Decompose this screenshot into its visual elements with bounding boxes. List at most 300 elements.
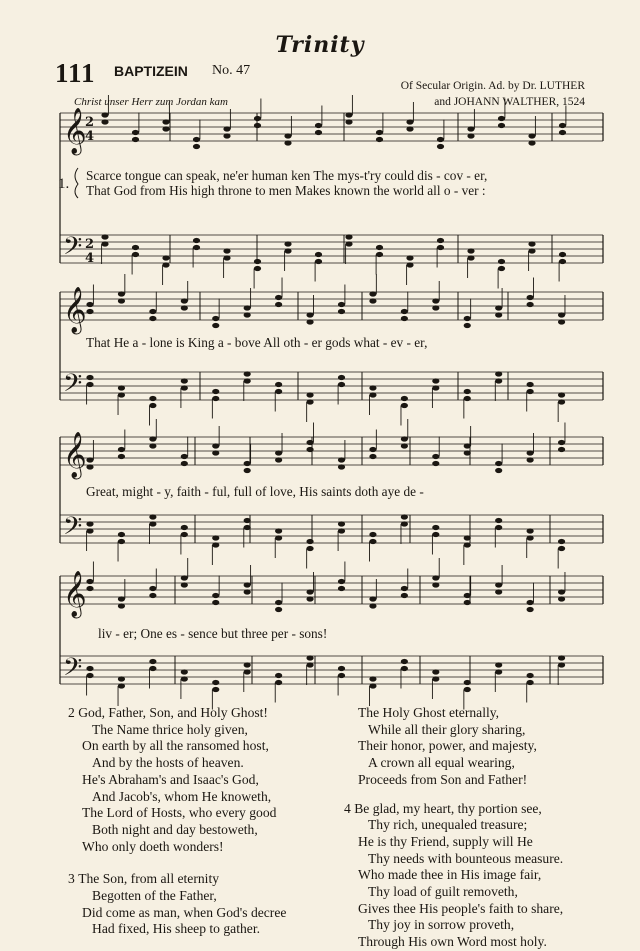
notehead xyxy=(345,241,352,246)
notehead xyxy=(406,119,413,124)
notehead xyxy=(498,116,505,121)
notehead xyxy=(401,396,408,401)
notehead xyxy=(437,245,444,250)
notehead xyxy=(284,241,291,246)
verse-number: 2 xyxy=(68,705,75,720)
notehead xyxy=(376,245,383,250)
verse-line: On earth by all the ransomed host, xyxy=(82,738,269,754)
treble-clef: 𝄞 xyxy=(63,108,87,154)
notehead xyxy=(495,371,502,376)
notehead xyxy=(437,144,444,149)
notehead xyxy=(149,396,156,401)
notehead xyxy=(162,262,169,267)
verse-column-left xyxy=(68,705,286,938)
notehead xyxy=(558,596,565,601)
verse-line: The Lord of Hosts, who every good xyxy=(82,805,277,821)
notehead xyxy=(275,457,282,462)
notehead xyxy=(401,309,408,314)
verse-3-continued xyxy=(344,705,563,789)
notehead xyxy=(223,255,230,260)
notehead xyxy=(432,385,439,390)
notehead xyxy=(432,454,439,459)
notehead xyxy=(467,133,474,138)
bass-clef: 𝄢 xyxy=(63,512,83,547)
notehead xyxy=(212,396,219,401)
notehead xyxy=(181,582,188,587)
notehead xyxy=(527,450,534,455)
notehead xyxy=(315,130,322,135)
notehead xyxy=(181,461,188,466)
notehead xyxy=(527,382,534,387)
treble-clef: 𝄞 xyxy=(63,432,87,478)
notehead xyxy=(432,669,439,674)
notehead xyxy=(86,375,93,380)
verse-3 xyxy=(68,871,286,938)
notehead xyxy=(432,305,439,310)
notehead xyxy=(212,687,219,692)
notehead xyxy=(437,137,444,142)
notehead xyxy=(149,521,156,526)
notehead xyxy=(464,316,471,321)
notehead xyxy=(244,371,251,376)
notehead xyxy=(86,309,93,314)
notehead xyxy=(527,295,534,300)
notehead xyxy=(132,245,139,250)
original-text-credit: Christ unser Herr zum Jordan kam xyxy=(74,96,228,108)
notehead xyxy=(432,676,439,681)
notehead xyxy=(101,119,108,124)
notehead xyxy=(181,669,188,674)
notehead xyxy=(212,443,219,448)
notehead xyxy=(464,687,471,692)
notehead xyxy=(376,137,383,142)
notehead xyxy=(527,535,534,540)
notehead xyxy=(498,123,505,128)
notehead xyxy=(275,535,282,540)
notehead xyxy=(495,669,502,674)
lyrics-system1-line2: That God from His high throne to men Makes known the world all o - ver : xyxy=(86,183,486,198)
notehead xyxy=(338,673,345,678)
notehead xyxy=(527,673,534,678)
notehead xyxy=(118,447,125,452)
notehead xyxy=(527,680,534,685)
notehead xyxy=(558,440,565,445)
notehead xyxy=(558,319,565,324)
notehead xyxy=(464,323,471,328)
notehead xyxy=(558,312,565,317)
notehead xyxy=(275,450,282,455)
notehead xyxy=(528,133,535,138)
notehead xyxy=(498,259,505,264)
notehead xyxy=(495,378,502,383)
notehead xyxy=(275,382,282,387)
verse-line: Who only doeth wonders! xyxy=(82,838,224,854)
verse-line: A crown all equal wearing, xyxy=(368,755,515,771)
notehead xyxy=(212,600,219,605)
notehead xyxy=(495,582,502,587)
notehead xyxy=(464,680,471,685)
time-signature-top: 2 xyxy=(85,115,95,130)
notehead xyxy=(559,130,566,135)
notehead xyxy=(244,525,251,530)
verse-line: He is thy Friend, supply will He xyxy=(358,833,533,849)
notehead xyxy=(86,528,93,533)
notehead xyxy=(369,596,376,601)
verse-line: 3 The Son, from all eternity xyxy=(68,871,220,887)
treble-clef: 𝄞 xyxy=(63,571,87,617)
notehead xyxy=(181,525,188,530)
notehead xyxy=(86,666,93,671)
verse-4 xyxy=(344,801,563,951)
notehead xyxy=(432,575,439,580)
notehead xyxy=(212,316,219,321)
notehead xyxy=(306,440,313,445)
notehead xyxy=(495,525,502,530)
notehead xyxy=(181,298,188,303)
notehead xyxy=(244,378,251,383)
verse-line: Both night and day bestoweth, xyxy=(92,821,258,837)
verse-line: Gives thee His people's faith to share, xyxy=(358,900,564,916)
notehead xyxy=(406,255,413,260)
notehead xyxy=(338,586,345,591)
notehead xyxy=(338,579,345,584)
notehead xyxy=(181,454,188,459)
notehead xyxy=(369,447,376,452)
notehead xyxy=(212,542,219,547)
notehead xyxy=(406,262,413,267)
time-signature-top: 2 xyxy=(85,237,95,252)
verse-column-right xyxy=(344,705,563,951)
notehead xyxy=(181,378,188,383)
lyrics-system3: Great, might - y, faith - ful, full of love, His saints doth aye de - xyxy=(86,484,424,499)
notehead xyxy=(132,130,139,135)
notehead xyxy=(432,378,439,383)
notehead xyxy=(118,385,125,390)
notehead xyxy=(244,461,251,466)
notehead xyxy=(369,532,376,537)
notehead xyxy=(306,589,313,594)
notehead xyxy=(527,457,534,462)
notehead xyxy=(528,241,535,246)
notehead xyxy=(244,589,251,594)
notehead xyxy=(181,532,188,537)
notehead xyxy=(338,382,345,387)
notehead xyxy=(244,468,251,473)
notehead xyxy=(181,676,188,681)
notehead xyxy=(86,382,93,387)
notehead xyxy=(275,673,282,678)
notehead xyxy=(369,385,376,390)
notehead xyxy=(118,454,125,459)
notehead xyxy=(338,375,345,380)
notehead xyxy=(181,385,188,390)
notehead xyxy=(338,302,345,307)
notehead xyxy=(244,312,251,317)
notehead xyxy=(86,457,93,462)
notehead xyxy=(345,112,352,117)
notehead xyxy=(118,539,125,544)
notehead xyxy=(275,389,282,394)
notehead xyxy=(467,255,474,260)
notehead xyxy=(527,302,534,307)
notehead xyxy=(193,144,200,149)
notehead xyxy=(464,443,471,448)
notehead xyxy=(212,680,219,685)
stanza-number: 1. xyxy=(58,176,70,192)
verse-line: Their honor, power, and majesty, xyxy=(358,738,537,754)
notehead xyxy=(306,546,313,551)
notehead xyxy=(212,323,219,328)
notehead xyxy=(149,514,156,519)
notehead xyxy=(338,528,345,533)
notehead xyxy=(401,436,408,441)
notehead xyxy=(558,539,565,544)
notehead xyxy=(464,600,471,605)
notehead xyxy=(162,119,169,124)
notehead xyxy=(149,593,156,598)
notehead xyxy=(558,546,565,551)
notehead xyxy=(254,123,261,128)
origin-credit-line2: and JOHANN WALTHER, 1524 xyxy=(434,96,585,108)
notehead xyxy=(306,319,313,324)
notehead xyxy=(401,593,408,598)
notehead xyxy=(181,305,188,310)
notehead xyxy=(244,582,251,587)
notehead xyxy=(345,234,352,239)
notehead xyxy=(162,126,169,131)
notehead xyxy=(284,248,291,253)
notehead xyxy=(401,403,408,408)
notehead xyxy=(464,593,471,598)
notehead xyxy=(432,461,439,466)
notehead xyxy=(149,403,156,408)
lyrics-system1-line1: Scarce tongue can speak, ne'er human ken The mys-t'ry could dis - cov - er, xyxy=(86,168,488,183)
notehead xyxy=(559,259,566,264)
notehead xyxy=(223,126,230,131)
notehead xyxy=(149,666,156,671)
notehead xyxy=(406,126,413,131)
notehead xyxy=(284,140,291,145)
notehead xyxy=(369,291,376,296)
notehead xyxy=(132,137,139,142)
notehead xyxy=(401,316,408,321)
verse-line: Had fixed, His sheep to gather. xyxy=(92,921,260,937)
notehead xyxy=(528,248,535,253)
notehead xyxy=(101,241,108,246)
notehead xyxy=(432,525,439,530)
notehead xyxy=(495,589,502,594)
notehead xyxy=(464,396,471,401)
notehead xyxy=(275,302,282,307)
notehead xyxy=(369,603,376,608)
notehead xyxy=(467,126,474,131)
notehead xyxy=(558,655,565,660)
time-signature-bottom: 4 xyxy=(85,251,95,266)
notehead xyxy=(254,259,261,264)
notehead xyxy=(369,683,376,688)
notehead xyxy=(495,518,502,523)
bass-clef: 𝄢 xyxy=(63,232,83,267)
notehead xyxy=(86,302,93,307)
notehead xyxy=(223,248,230,253)
stanza-brace xyxy=(75,168,78,198)
verse-line: Who made thee in His image fair, xyxy=(358,867,542,883)
notehead xyxy=(401,666,408,671)
notehead xyxy=(254,116,261,121)
notehead xyxy=(401,586,408,591)
notehead xyxy=(401,659,408,664)
notehead xyxy=(181,575,188,580)
notehead xyxy=(345,119,352,124)
verse-number: 3 xyxy=(68,871,75,887)
notehead xyxy=(149,586,156,591)
notehead xyxy=(315,252,322,257)
notehead xyxy=(369,454,376,459)
notehead xyxy=(284,133,291,138)
notehead xyxy=(306,399,313,404)
notehead xyxy=(527,528,534,533)
verse-line: Thy needs with bounteous measure. xyxy=(368,850,564,866)
verse-line: And Jacob's, whom He knoweth, xyxy=(92,788,272,804)
notehead xyxy=(558,392,565,397)
bass-clef: 𝄢 xyxy=(63,653,83,688)
notehead xyxy=(376,252,383,257)
verse-line: Through His own Word most holy. xyxy=(358,934,547,950)
notehead xyxy=(369,298,376,303)
notehead xyxy=(527,389,534,394)
notehead xyxy=(338,666,345,671)
lyrics-system2: That He a - lone is King a - bove All oth - er gods what - ev - er, xyxy=(86,335,428,350)
notehead xyxy=(212,450,219,455)
notehead xyxy=(149,316,156,321)
notehead xyxy=(464,542,471,547)
notehead xyxy=(193,238,200,243)
notehead xyxy=(149,309,156,314)
notehead xyxy=(376,130,383,135)
notehead xyxy=(118,392,125,397)
notehead xyxy=(275,600,282,605)
notehead xyxy=(149,659,156,664)
notehead xyxy=(86,586,93,591)
notehead xyxy=(118,596,125,601)
bass-clef: 𝄢 xyxy=(63,369,83,404)
notehead xyxy=(315,259,322,264)
notehead xyxy=(101,234,108,239)
notehead xyxy=(275,680,282,685)
notehead xyxy=(118,683,125,688)
tune-name: BAPTIZEIN xyxy=(114,63,188,79)
verse-line: Begotten of the Father, xyxy=(92,888,217,904)
notehead xyxy=(401,521,408,526)
verse-line: The Holy Ghost eternally, xyxy=(358,705,500,720)
notehead xyxy=(369,392,376,397)
hymn-number: 111 xyxy=(55,58,96,88)
notehead xyxy=(338,521,345,526)
notehead xyxy=(495,305,502,310)
notehead xyxy=(338,309,345,314)
notehead xyxy=(86,579,93,584)
verse-line: 4 Be glad, my heart, thy portion see, xyxy=(344,800,542,816)
notehead xyxy=(306,662,313,667)
verse-line: Thy joy in sorrow proveth, xyxy=(368,917,515,933)
notehead xyxy=(558,662,565,667)
notehead xyxy=(495,461,502,466)
notehead xyxy=(495,312,502,317)
notehead xyxy=(315,123,322,128)
verse-line: The Name thrice holy given, xyxy=(92,721,248,737)
notehead xyxy=(498,266,505,271)
notehead xyxy=(558,399,565,404)
verse-line: And by the hosts of heaven. xyxy=(92,755,244,771)
notehead xyxy=(464,535,471,540)
time-signature-bottom: 4 xyxy=(85,129,95,144)
verse-line: While all their glory sharing, xyxy=(368,721,526,737)
notehead xyxy=(162,255,169,260)
notehead xyxy=(306,655,313,660)
notehead xyxy=(432,532,439,537)
verse-line: Proceeds from Son and Father! xyxy=(358,771,528,787)
notehead xyxy=(495,662,502,667)
notehead xyxy=(212,593,219,598)
notehead xyxy=(118,532,125,537)
notehead xyxy=(464,389,471,394)
notehead xyxy=(149,443,156,448)
tune-number: No. 47 xyxy=(212,63,251,78)
notehead xyxy=(338,464,345,469)
notehead xyxy=(558,447,565,452)
notehead xyxy=(306,447,313,452)
notehead xyxy=(437,238,444,243)
notehead xyxy=(193,137,200,142)
notehead xyxy=(275,295,282,300)
notehead xyxy=(244,518,251,523)
notehead xyxy=(306,539,313,544)
notehead xyxy=(212,389,219,394)
notehead xyxy=(212,535,219,540)
notehead xyxy=(254,266,261,271)
section-title: Trinity xyxy=(275,32,365,58)
notehead xyxy=(467,248,474,253)
notehead xyxy=(306,596,313,601)
notehead xyxy=(369,539,376,544)
notehead xyxy=(401,443,408,448)
verse-2 xyxy=(68,705,286,855)
notehead xyxy=(432,298,439,303)
notehead xyxy=(244,669,251,674)
notehead xyxy=(149,436,156,441)
notehead xyxy=(527,607,534,612)
notehead xyxy=(306,312,313,317)
notehead xyxy=(559,123,566,128)
notehead xyxy=(558,589,565,594)
notehead xyxy=(401,514,408,519)
notehead xyxy=(101,112,108,117)
notehead xyxy=(118,291,125,296)
notehead xyxy=(464,450,471,455)
notehead xyxy=(432,582,439,587)
notehead xyxy=(369,676,376,681)
notehead xyxy=(118,603,125,608)
notehead xyxy=(244,662,251,667)
notehead xyxy=(275,528,282,533)
verse-line: He's Abraham's and Isaac's God, xyxy=(82,771,259,787)
notehead xyxy=(86,464,93,469)
notehead xyxy=(306,392,313,397)
notehead xyxy=(495,468,502,473)
notehead xyxy=(528,140,535,145)
notehead xyxy=(244,305,251,310)
treble-clef: 𝄞 xyxy=(63,287,87,333)
